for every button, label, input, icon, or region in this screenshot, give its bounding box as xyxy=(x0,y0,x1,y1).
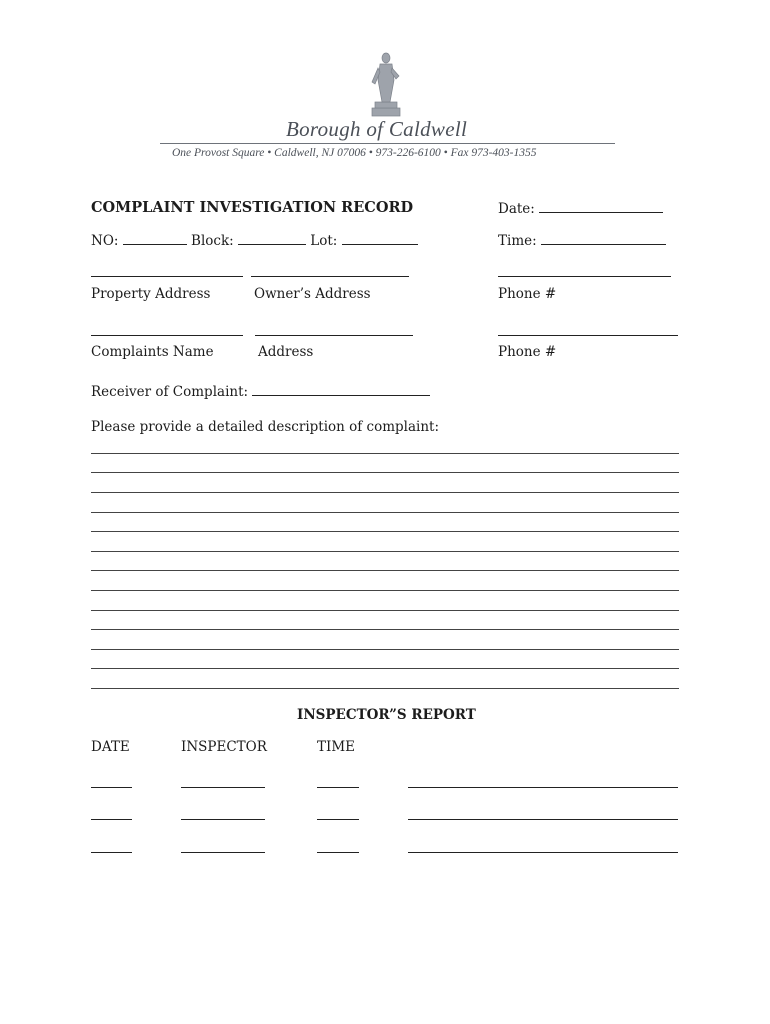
inspector-report-title: INSPECTOR”S REPORT xyxy=(297,707,476,723)
inspector-date-line[interactable] xyxy=(91,787,132,788)
lot-line[interactable] xyxy=(342,233,418,245)
time-label: Time: xyxy=(498,233,537,249)
inspector-notes-line[interactable] xyxy=(408,787,678,788)
description-line[interactable] xyxy=(91,649,679,650)
form-title: COMPLAINT INVESTIGATION RECORD xyxy=(91,199,414,216)
phone-label-2: Phone # xyxy=(498,344,557,360)
description-line[interactable] xyxy=(91,668,679,669)
date-field[interactable] xyxy=(498,201,663,217)
no-block-lot-row xyxy=(91,233,418,249)
address-label: Address xyxy=(258,344,314,360)
complaints-name-line[interactable] xyxy=(91,335,243,336)
property-address-label: Property Address xyxy=(91,286,211,302)
col-inspector-header: INSPECTOR xyxy=(181,739,267,755)
description-line[interactable] xyxy=(91,590,679,591)
description-line[interactable] xyxy=(91,688,679,689)
phone-line-2[interactable] xyxy=(498,335,678,336)
letterhead xyxy=(0,0,770,170)
phone-label-1: Phone # xyxy=(498,286,557,302)
description-line[interactable] xyxy=(91,531,679,532)
inspector-time-line[interactable] xyxy=(317,819,359,820)
no-line[interactable] xyxy=(123,233,187,245)
owners-address-line[interactable] xyxy=(251,276,409,277)
description-line[interactable] xyxy=(91,453,679,454)
description-line[interactable] xyxy=(91,629,679,630)
inspector-notes-line[interactable] xyxy=(408,819,678,820)
description-line[interactable] xyxy=(91,551,679,552)
receiver-line[interactable] xyxy=(252,384,430,396)
property-address-line[interactable] xyxy=(91,276,243,277)
receiver-field[interactable] xyxy=(91,384,430,400)
inspector-name-line[interactable] xyxy=(181,787,265,788)
inspector-date-line[interactable] xyxy=(91,852,132,853)
block-label: Block: xyxy=(191,233,234,249)
inspector-notes-line[interactable] xyxy=(408,852,678,853)
description-line[interactable] xyxy=(91,610,679,611)
complaints-name-label: Complaints Name xyxy=(91,344,214,360)
inspector-name-line[interactable] xyxy=(181,852,265,853)
block-line[interactable] xyxy=(238,233,306,245)
receiver-label: Receiver of Complaint: xyxy=(91,384,249,400)
inspector-time-line[interactable] xyxy=(317,852,359,853)
statue-logo-icon xyxy=(366,50,406,120)
inspector-time-line[interactable] xyxy=(317,787,359,788)
lot-label: Lot: xyxy=(310,233,338,249)
description-line[interactable] xyxy=(91,512,679,513)
description-line[interactable] xyxy=(91,492,679,493)
inspector-name-line[interactable] xyxy=(181,819,265,820)
description-label: Please provide a detailed description of complaint: xyxy=(91,419,440,435)
date-label: Date: xyxy=(498,201,535,217)
no-label: NO: xyxy=(91,233,119,249)
description-line[interactable] xyxy=(91,472,679,473)
borough-name: Borough of Caldwell xyxy=(286,117,468,141)
col-time-header: TIME xyxy=(317,739,356,755)
letterhead-rule xyxy=(160,143,615,144)
col-date-header: DATE xyxy=(91,739,130,755)
complainant-address-line[interactable] xyxy=(255,335,413,336)
date-line[interactable] xyxy=(539,201,663,213)
inspector-date-line[interactable] xyxy=(91,819,132,820)
time-line[interactable] xyxy=(541,233,666,245)
letterhead-address: One Provost Square • Caldwell, NJ 07006 • 973-226-6100 • Fax 973-403-1355 xyxy=(172,147,537,159)
phone-line-1[interactable] xyxy=(498,276,671,277)
time-field[interactable] xyxy=(498,233,666,249)
description-line[interactable] xyxy=(91,570,679,571)
owners-address-label: Owner’s Address xyxy=(254,286,371,302)
